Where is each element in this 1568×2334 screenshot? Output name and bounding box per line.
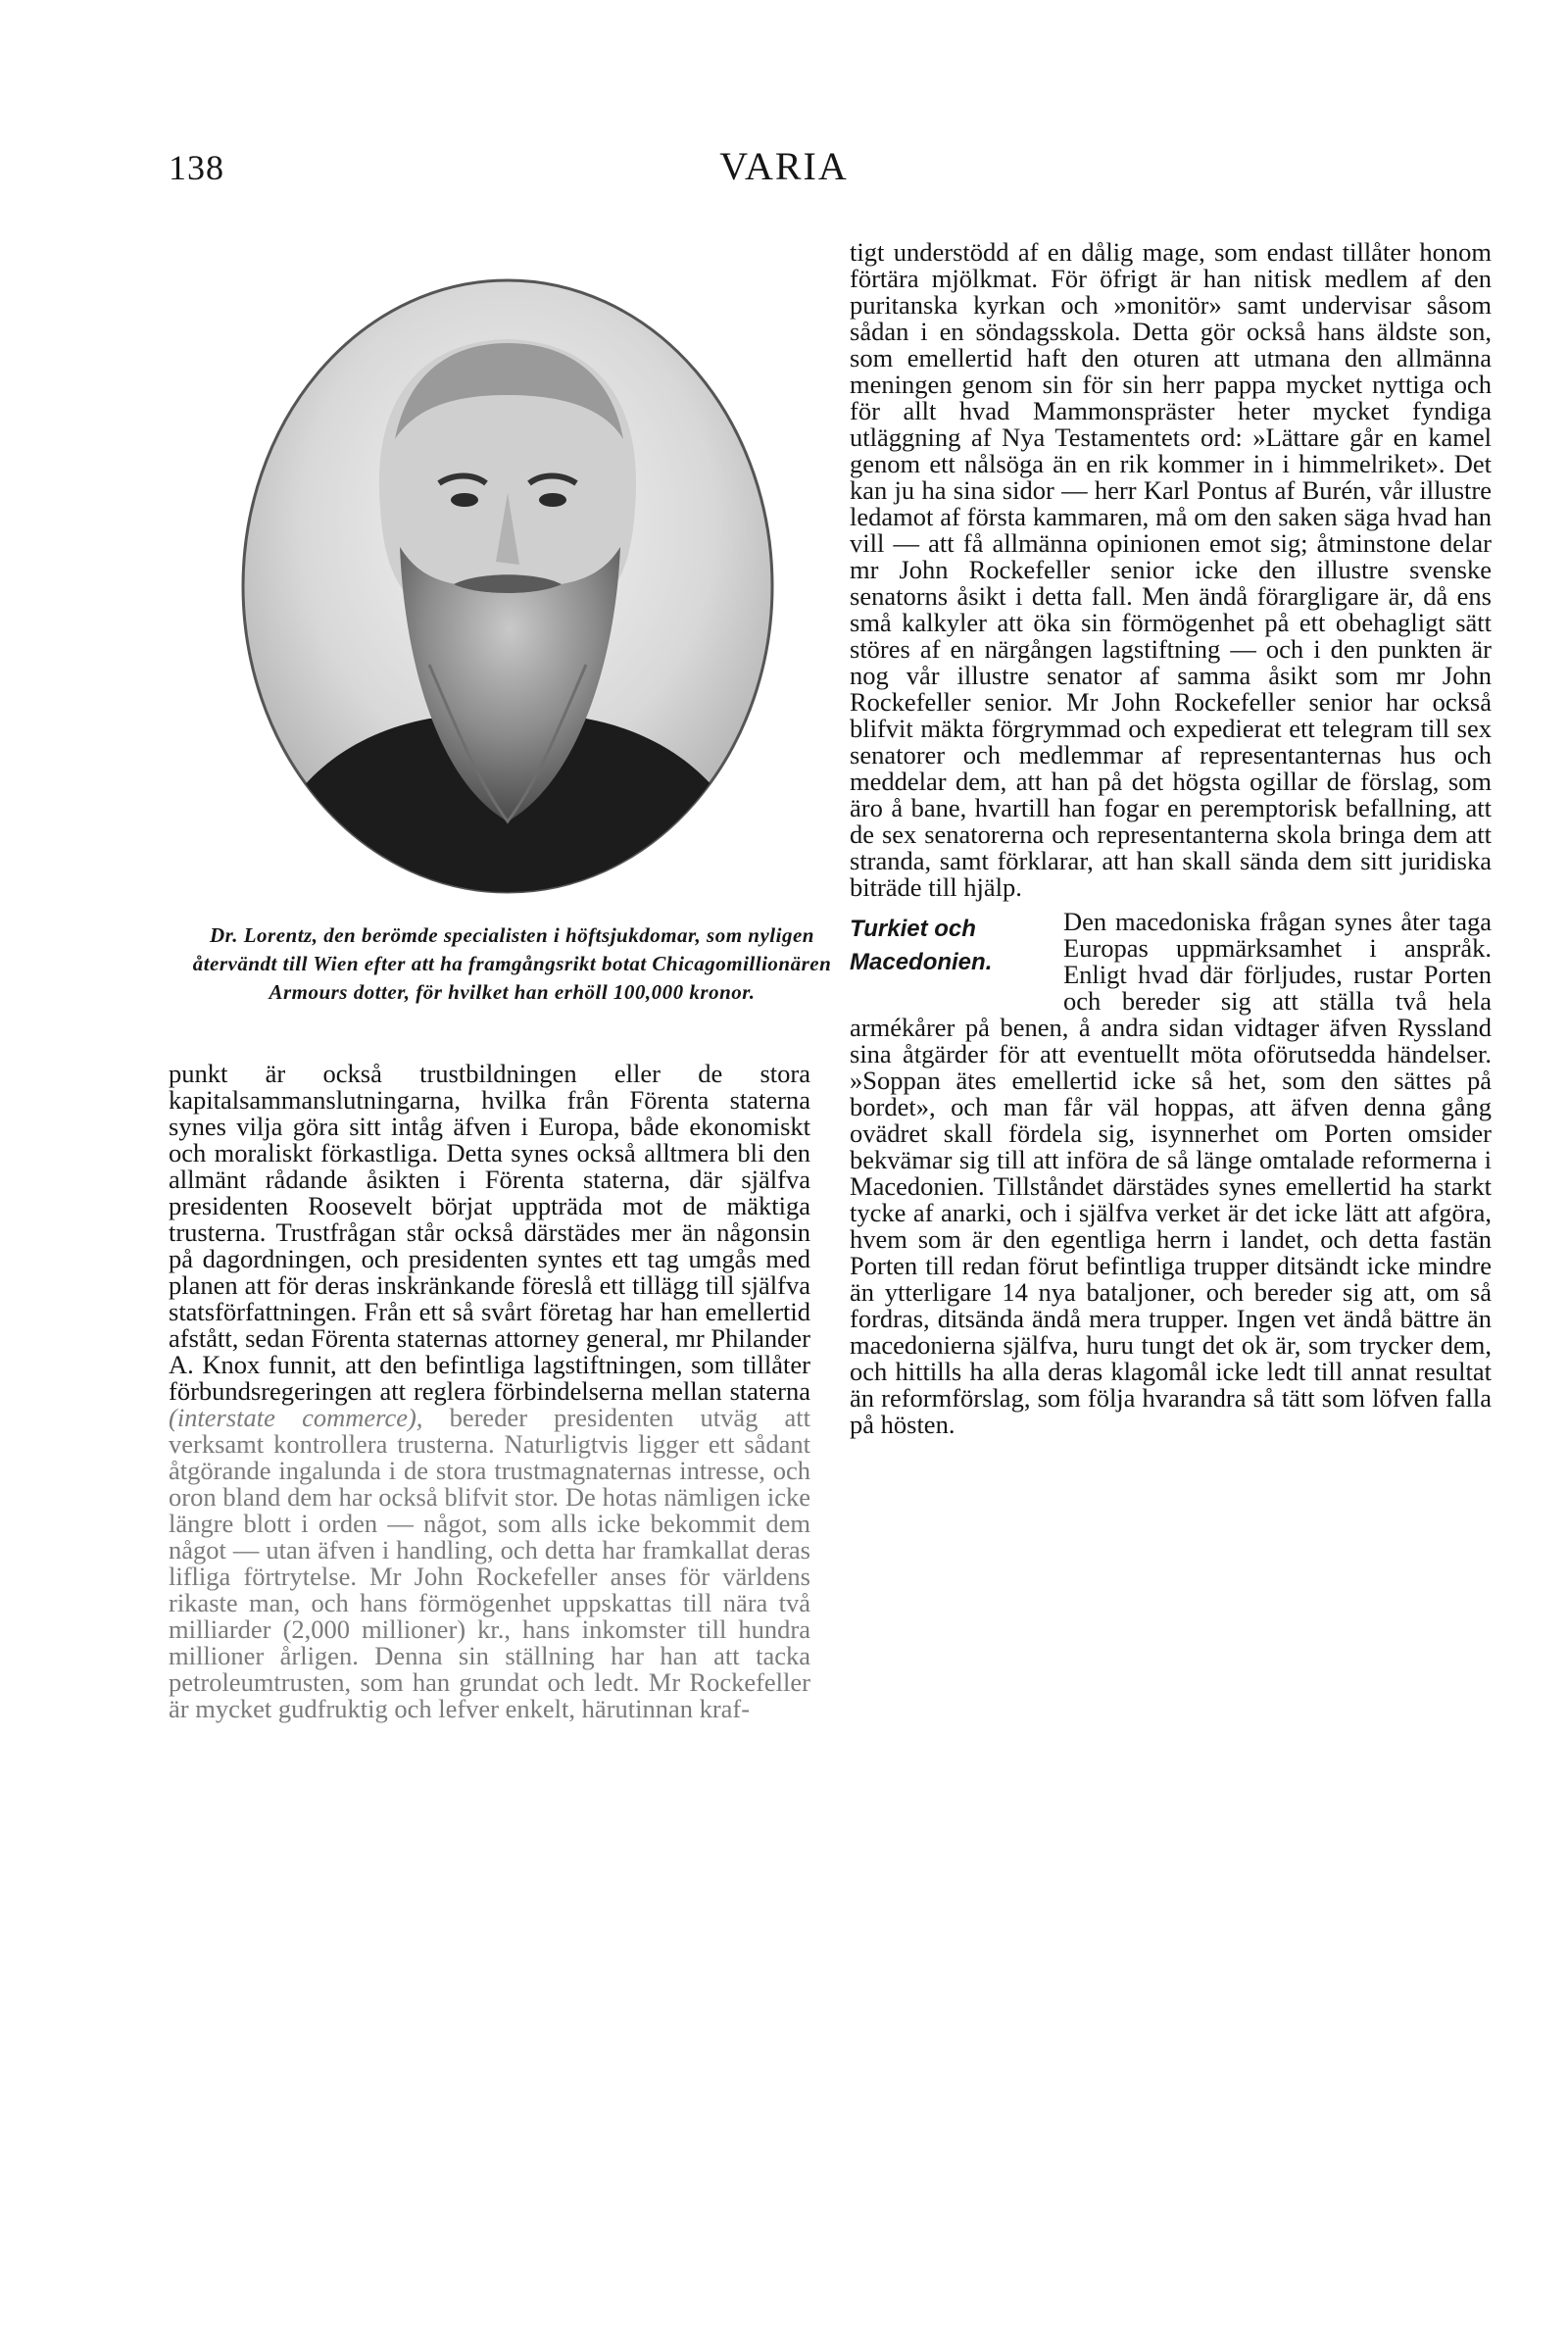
italic-term: (interstate commerce), bbox=[169, 1403, 423, 1432]
left-paragraph: punkt är också trustbildningen eller de stora kapitalsammanslutningarna, hvilka från Förenta staterna synes vilja göra sitt intåg äfven i Europa, både ekonomiskt och moraliskt förkastliga. Detta synes också alltmera bli den allmänt rådande åsikten i Förenta staterna, där själfva presidenten Roosevelt börjat uppträda mot de mäktiga trusterna. Trustfrågan står också därstädes mer än någonsin på dagordningen, och presidenten syntes ett tag umgås med planen att för deras inskränkande föreslå ett tillägg till själfva statsförfattningen. Från ett så svårt företag har han emellertid afstått, sedan Förenta staternas attorney general, mr Philander A. Knox funnit, att den befintliga lagstiftningen, som tillåter förbundsregeringen att reglera förbindelserna mellan staterna bbox=[169, 1059, 810, 1406]
left-paragraph-faded: bereder presidenten utväg att verksamt kontrollera trusterna. Naturligtvis ligger ett sådant åtgörande ingalunda i de stora trustmagnaternas intresse, och oron bland dem har också blifvit stor. De hotas nämligen icke längre blott i orden — något, som alls icke bekommit dem något — utan äfven i handling, och detta har framkallat deras lifliga förtrytelse. Mr John Rockefeller anses för världens rikaste man, och hans förmögenhet uppskattas till nära två milliarder (2,000 millioner) kr., hans inkomster till hundra millioner årligen. Denna sin ställning har han att tacka petroleumtrusten, som han grundat och ledt. Mr Rockefeller är mycket gudfruktig och lefver enkelt, härutinnan kraf- bbox=[169, 1403, 810, 1723]
right-column bbox=[850, 239, 1492, 1438]
portrait-caption: Dr. Lorentz, den berömde specialisten i höftsjukdomar, som nyligen återvändt till Wien efter att ha framgångsrikt botat Chicagomillionären Armours dotter, för hvilket han erhöll 100,000 kronor. bbox=[192, 923, 832, 1004]
running-head: VARIA bbox=[719, 144, 849, 188]
right-paragraph-rockefeller: tigt understödd af en dålig mage, som endast tillåter honom förtära mjölkmat. För öfrigt är han nitisk medlem af den puritanska kyrkan och »monitör» samt undervisar såsom sådan i en söndagsskola. Detta gör också hans äldste son, som emellertid haft den oturen att utmana den allmänna meningen genom sin för sin herr pappa mycket nyttiga och för allt hvad Mammonspräster heter mycket fyndiga utläggning af Nya Testamentets ord: »Lättare går en kamel genom ett nålsöga än en rik kommer in i himmelriket». Det kan ju ha sina sidor — herr Karl Pontus af Burén, vår illustre ledamot af första kammaren, må om den saken säga hvad han vill — att få allmänna opinionen emot sig; åtminstone delar mr John Rockefeller senior icke den illustre svenske senatorns åsikt i detta fall. Men ändå förargligare är, då ens små kalkyler att öka sin förmögenhet på ett obehagligt sätt störes af en närgången lagstiftning — och i den punkten är nog vår illustre senator af samma åsikt som mr John Rockefeller senior. Mr John Rockefeller senior har också blifvit mäkta förgrymmad och expedierat ett telegram till sex senatorer och medlemmar af representanternas hus och meddelar dem, att han på det högsta ogillar de förslag, som äro å bane, hvartill han fogar en peremptorisk befallning, att de sex senatorerna och representanterna skola bringa dem att stranda, samt förklarar, att han skall sända dem sitt juridiska biträde till hjälp. bbox=[850, 237, 1492, 902]
right-paragraph-macedonia: Den macedoniska frågan synes åter taga Europas uppmärksamhet i anspråk. Enligt hvad där förljudes, rustar Porten och bereder sig att ställa två hela armékårer på benen, å andra sidan vidtager äfven Ryssland sina åtgärder för att eventuellt möta oförutsedda händelser. »Soppan ätes emellertid icke så het, som den sättes på bordet», och man får väl hoppas, att äfven denna gång ovädret skall fördela sig, isynnerhet om Porten omsider bekvämar sig till att införa de så länge omtalade reformerna i Macedonien. Tillståndet därstädes synes emellertid ha starkt tycke af anarki, och i själfva verket är det icke lätt att afgöra, hvem som är den egentliga herrn i landet, och detta fastän Porten till redan förut befintliga trupper ditsändt icke mindre än ytterligare 14 nya bataljoner, och bereder sig att, om så fordras, ditsända ändå mera trupper. Ingen vet ändå bättre än macedonierna själfva, huru tungt det ok är, som trycker dem, och hittills ha alla deras klagomål icke ledt till annat resultat än reformförslag, som följa hvarandra så tätt som löfven falla på hösten. bbox=[850, 907, 1492, 1439]
sidenote bbox=[850, 913, 1046, 997]
portrait-photo bbox=[233, 273, 782, 900]
sidenote-line-2: Macedonien. bbox=[850, 949, 993, 975]
left-column bbox=[169, 1061, 810, 1722]
sidenote-line-1: Turkiet och bbox=[850, 916, 976, 942]
page-number: 138 bbox=[169, 148, 224, 187]
